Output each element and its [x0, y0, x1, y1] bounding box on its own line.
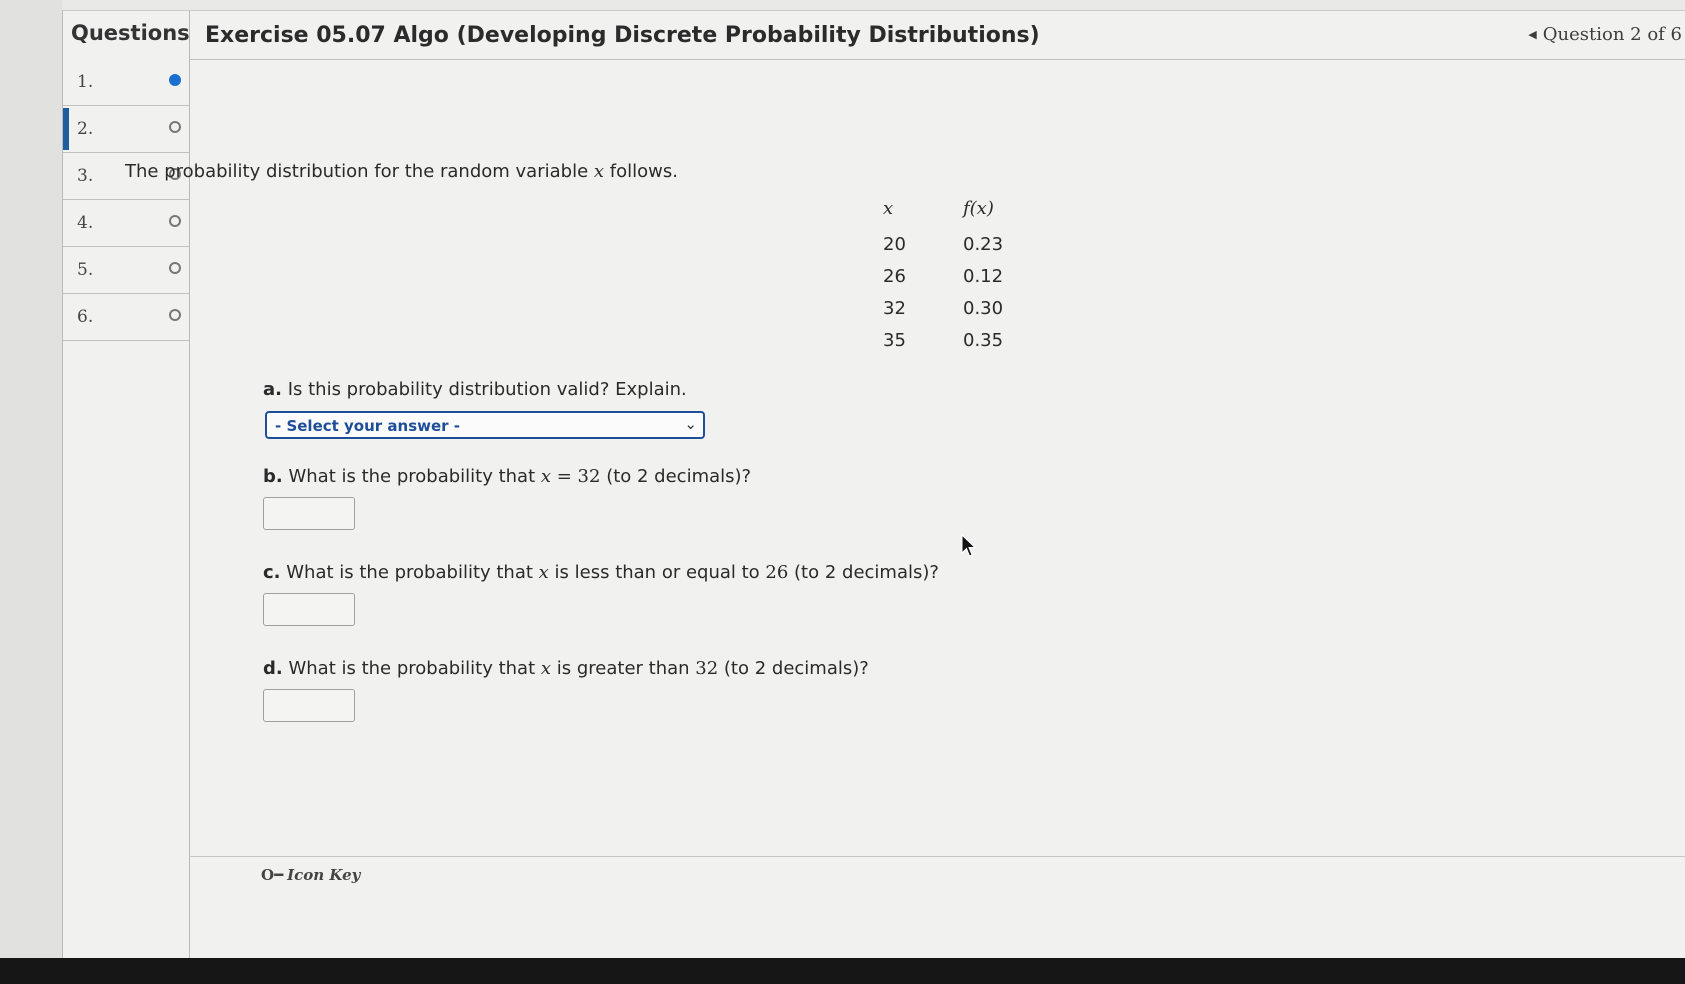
part-a-prompt	[263, 379, 687, 400]
part-d-text-end: (to 2 decimals)?	[718, 658, 869, 679]
part-d-text: What is the probability that	[282, 658, 541, 679]
header-divider	[189, 59, 1685, 60]
part-d-condition: is greater than	[551, 658, 696, 679]
part-b-prompt	[263, 466, 751, 487]
chevron-down-icon: ⌄	[684, 415, 697, 433]
question-item-4[interactable]	[63, 200, 189, 247]
part-c-answer-input[interactable]	[263, 593, 355, 626]
part-c-text-end: (to 2 decimals)?	[788, 562, 939, 583]
question-item-1[interactable]	[63, 59, 189, 106]
page-title: Exercise 05.07 Algo (Developing Discrete Probability Distributions)	[205, 23, 1040, 48]
header-x: x	[883, 198, 894, 219]
question-number: 5.	[77, 260, 94, 280]
question-intro	[125, 161, 678, 182]
icon-key-link[interactable]	[261, 866, 360, 884]
part-d-number: 32	[695, 658, 719, 679]
x-value: 32	[883, 298, 906, 319]
part-d-answer-input[interactable]	[263, 689, 355, 722]
f-value: 0.30	[963, 298, 1004, 319]
question-nav-label: Question 2 of 6	[1542, 24, 1682, 45]
footer-divider	[189, 856, 1685, 857]
caret-left-icon: ◀	[1528, 28, 1537, 41]
f-value: 0.12	[963, 266, 1004, 287]
x-value: 20	[883, 234, 906, 255]
unanswered-status-icon	[169, 309, 181, 321]
key-icon: O━	[261, 866, 284, 884]
part-b-label: b.	[263, 466, 283, 487]
f-value: 0.35	[963, 330, 1004, 351]
part-d-label: d.	[263, 658, 283, 679]
part-d-prompt	[263, 658, 869, 679]
part-b-variable: x	[540, 466, 552, 487]
part-a-text: Is this probability distribution valid? Explain.	[281, 379, 687, 400]
question-item-5[interactable]	[63, 247, 189, 294]
answered-status-icon	[169, 74, 181, 86]
part-c-text: What is the probability that	[280, 562, 539, 583]
question-list	[63, 59, 189, 341]
question-item-2[interactable]	[63, 106, 189, 153]
mouse-cursor-icon	[961, 534, 979, 560]
part-d-variable: x	[540, 658, 552, 679]
part-c-number: 26	[765, 562, 789, 583]
assignment-page	[62, 10, 1685, 959]
intro-variable: x	[593, 161, 605, 182]
icon-key-label: Icon Key	[287, 866, 361, 884]
question-number: 3.	[77, 166, 94, 186]
part-b-answer-input[interactable]	[263, 497, 355, 530]
x-value: 35	[883, 330, 906, 351]
left-margin	[0, 0, 62, 958]
select-value: - Select your answer -	[275, 417, 461, 435]
part-c-variable: x	[538, 562, 549, 583]
part-b-condition: = 32	[551, 466, 601, 487]
part-c-label: c.	[263, 562, 281, 583]
part-b-text: What is the probability that	[282, 466, 541, 487]
screen-bottom-bezel	[0, 958, 1685, 984]
part-b-text-end: (to 2 decimals)?	[600, 466, 752, 487]
header-fx: f(x)	[963, 198, 994, 219]
question-nav-button[interactable]	[1528, 24, 1682, 45]
validity-answer-select[interactable]	[265, 411, 705, 439]
intro-text-end: follows.	[604, 161, 678, 182]
part-c-condition: is less than or equal to	[548, 562, 766, 583]
part-a-label: a.	[263, 379, 282, 400]
x-value: 26	[883, 266, 906, 287]
unanswered-status-icon	[169, 121, 181, 133]
intro-text: The probability distribution for the random variable	[125, 161, 594, 182]
f-value: 0.23	[963, 234, 1004, 255]
unanswered-status-icon	[169, 262, 181, 274]
unanswered-status-icon	[169, 215, 181, 227]
question-item-6[interactable]	[63, 294, 189, 341]
question-number: 4.	[77, 213, 94, 233]
question-number: 6.	[77, 307, 94, 327]
question-number: 2.	[77, 119, 94, 139]
question-sidebar	[63, 11, 190, 959]
sidebar-title: Questions	[71, 21, 190, 45]
part-c-prompt	[263, 562, 939, 583]
question-number: 1.	[77, 72, 94, 92]
